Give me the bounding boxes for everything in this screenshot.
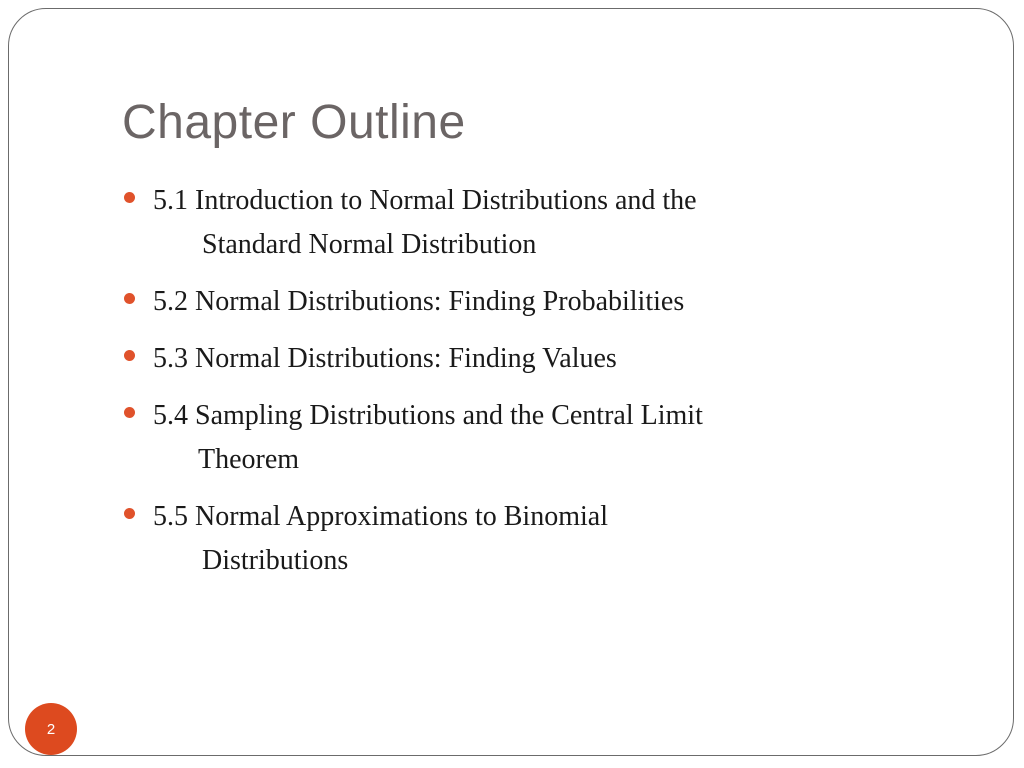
outline-item-text: 5.4 Sampling Distributions and the Central Limit bbox=[153, 400, 703, 431]
outline-item-text-continued: Distributions bbox=[202, 545, 349, 576]
outline-item-5-5 bbox=[122, 495, 842, 583]
slide-frame bbox=[8, 8, 1014, 756]
bullet-icon bbox=[124, 508, 135, 519]
bullet-icon bbox=[124, 350, 135, 361]
outline-item-text-continued: Standard Normal Distribution bbox=[202, 229, 537, 260]
bullet-icon bbox=[124, 192, 135, 203]
outline-item-5-2 bbox=[122, 280, 842, 324]
bullet-icon bbox=[124, 407, 135, 418]
outline-item-5-3 bbox=[122, 337, 842, 381]
outline-item-5-1 bbox=[122, 179, 842, 267]
outline-item-text-continued: Theorem bbox=[198, 444, 300, 475]
outline-item-5-4 bbox=[122, 394, 842, 482]
outline-item-text: 5.5 Normal Approximations to Binomial bbox=[153, 501, 608, 532]
page-number: 2 bbox=[46, 720, 56, 738]
outline-item-text: 5.3 Normal Distributions: Finding Values bbox=[153, 343, 617, 374]
chapter-outline-list bbox=[122, 179, 842, 596]
page-number-badge bbox=[25, 703, 77, 755]
outline-item-text: 5.2 Normal Distributions: Finding Probabilities bbox=[153, 286, 685, 317]
bullet-icon bbox=[124, 293, 135, 304]
slide-title: Chapter Outline bbox=[122, 96, 466, 149]
outline-item-text: 5.1 Introduction to Normal Distributions and the bbox=[153, 185, 697, 216]
